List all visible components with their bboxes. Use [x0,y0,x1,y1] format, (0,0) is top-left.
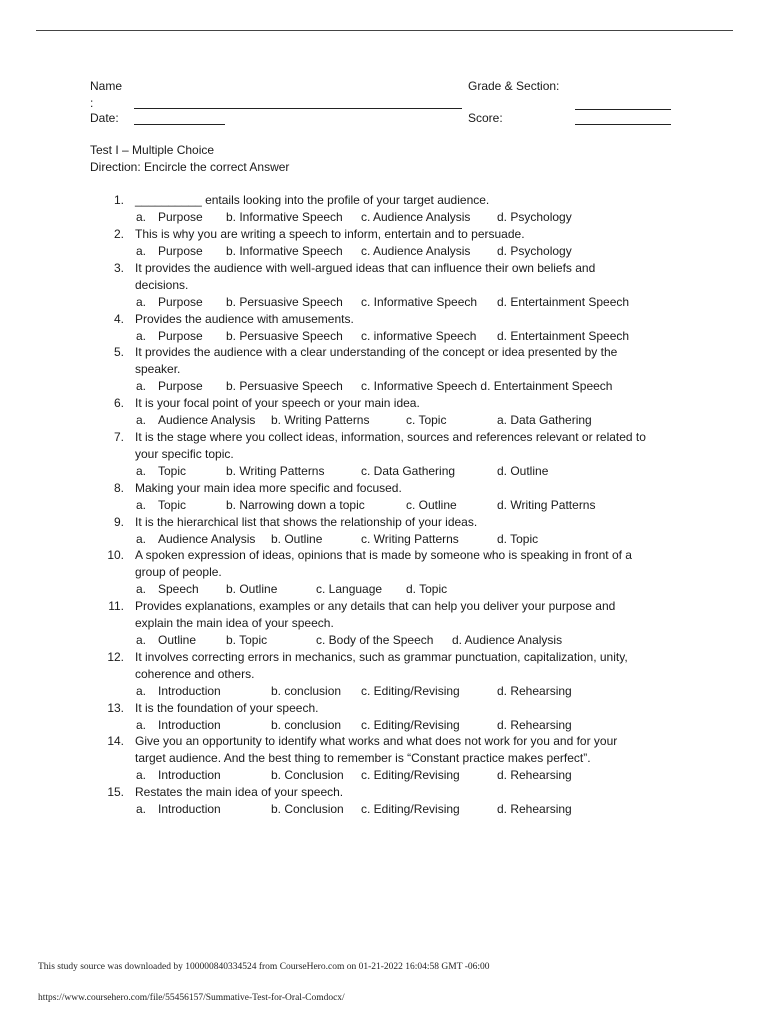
answer-option[interactable]: Introduction [158,718,221,732]
answer-option[interactable]: d. Psychology [497,210,572,224]
answer-option[interactable]: d. Entertainment Speech [497,295,630,309]
question-number: 15. [107,785,124,799]
option-letter: a. [136,684,147,698]
option-letter: a. [136,329,147,343]
answer-option[interactable]: Purpose [158,295,203,309]
option-letter: a. [136,413,147,427]
answer-option[interactable]: b. Outline [271,532,323,546]
question-text: It involves correcting errors in mechanics, such as grammar punctuation, capitalization, unity, [135,650,628,664]
question-number: 5. [113,345,124,359]
question-text: your specific topic. [135,447,234,461]
answer-option[interactable]: b. Informative Speech [226,244,343,258]
answer-option[interactable]: d. Rehearsing [497,768,572,782]
answer-option[interactable]: b. conclusion [271,684,342,698]
answer-option[interactable]: c. Editing/Revising [361,802,460,816]
name-label: Name [90,79,123,93]
question-text: group of people. [135,565,222,579]
answer-option[interactable]: Purpose [158,329,203,343]
question-text: Give you an opportunity to identify what works and what does not work for you and for your [135,734,618,748]
question-text: decisions. [135,278,189,292]
answer-option[interactable]: d. Psychology [497,244,572,258]
grade-section-label: Grade & Section: [468,79,560,93]
answer-option[interactable]: c. Audience Analysis [361,210,471,224]
option-letter: a. [136,244,147,258]
answer-option[interactable]: Purpose [158,244,203,258]
test-title: Test I – Multiple Choice [90,143,215,157]
answer-option[interactable]: Speech [158,582,199,596]
option-letter: a. [136,295,147,309]
question-text: coherence and others. [135,667,255,681]
name-colon: : [90,96,94,110]
answer-option[interactable]: Introduction [158,768,221,782]
answer-option[interactable]: b. conclusion [271,718,342,732]
option-letter: a. [136,802,147,816]
question-number: 9. [113,515,124,529]
answer-option[interactable]: b. Persuasive Speech [226,329,343,343]
answer-option[interactable]: c. Outline [406,498,457,512]
answer-option[interactable]: c. Editing/Revising [361,684,460,698]
question-number: 4. [113,312,124,326]
answer-option[interactable]: d. Rehearsing [497,684,572,698]
question-text: target audience. And the best thing to remember is “Constant practice makes perfect”. [135,751,591,765]
answer-option[interactable]: d. Rehearsing [497,718,572,732]
question-text: This is why you are writing a speech to inform, entertain and to persuade. [135,227,525,241]
answer-option[interactable]: Topic [158,464,187,478]
question-number: 6. [113,396,124,410]
question-text: Making your main idea more specific and focused. [135,481,402,495]
question-number: 14. [107,734,124,748]
answer-option[interactable]: c. Language [316,582,383,596]
answer-option[interactable]: Purpose [158,379,203,393]
answer-option[interactable]: d. Outline [497,464,549,478]
question-text: Provides the audience with amusements. [135,312,354,326]
option-letter: a. [136,718,147,732]
question-number: 10. [107,548,124,562]
question-text: __________ entails looking into the profile of your target audience. [135,193,490,207]
date-label: Date: [90,111,119,125]
answer-option[interactable]: c. Informative Speech d. Entertainment Speech [361,379,613,393]
question-text: speaker. [135,362,181,376]
option-letter: a. [136,464,147,478]
question-number: 3. [113,261,124,275]
option-letter: a. [136,768,147,782]
answer-option[interactable]: d. Rehearsing [497,802,572,816]
answer-option[interactable]: c. Editing/Revising [361,768,460,782]
question-number: 13. [107,701,124,715]
question-text: explain the main idea of your speech. [135,616,334,630]
answer-option[interactable]: d. Entertainment Speech [497,329,630,343]
answer-option[interactable]: b. Conclusion [271,802,344,816]
question-text: It provides the audience with a clear understanding of the concept or idea presented by the [135,345,618,359]
question-text: Restates the main idea of your speech. [135,785,344,799]
question-number: 1. [113,193,124,207]
option-letter: a. [136,210,147,224]
option-letter: a. [136,498,147,512]
answer-option[interactable]: b. Narrowing down a topic [226,498,365,512]
answer-option[interactable]: Topic [158,498,187,512]
answer-option[interactable]: c. Informative Speech [361,295,478,309]
question-text: It is the foundation of your speech. [135,701,319,715]
question-text: A spoken expression of ideas, opinions that is made by someone who is speaking in front of a [135,548,632,562]
answer-option[interactable]: b. Writing Patterns [271,413,370,427]
question-text: It is the stage where you collect ideas, information, sources and references relevant or related to [135,430,646,444]
answer-option[interactable]: Audience Analysis [158,413,256,427]
answer-option[interactable]: Introduction [158,684,221,698]
question-number: 8. [113,481,124,495]
question-text: It provides the audience with well-argued ideas that can influence their own beliefs and [135,261,596,275]
download-note: This study source was downloaded by 100000840334524 from CourseHero.com on 01-21-2022 16:04:58 GMT -06:00 [38,962,490,972]
option-letter: a. [136,633,147,647]
answer-option[interactable]: c. Topic [406,413,447,427]
answer-option[interactable]: b. Conclusion [271,768,344,782]
question-number: 2. [113,227,124,241]
answer-option[interactable]: c. Audience Analysis [361,244,471,258]
answer-option[interactable]: b. Outline [226,582,278,596]
answer-option[interactable]: d. Topic [497,532,539,546]
option-letter: a. [136,532,147,546]
answer-option[interactable]: c. Body of the Speech [316,633,434,647]
answer-option[interactable]: b. Writing Patterns [226,464,325,478]
answer-option[interactable]: c. Data Gathering [361,464,456,478]
question-text: It is the hierarchical list that shows the relationship of your ideas. [135,515,478,529]
score-label: Score: [468,111,503,125]
question-number: 7. [113,430,124,444]
source-url: https://www.coursehero.com/file/55456157/Summative-Test-for-Oral-Comdocx/ [38,993,345,1003]
question-text: Provides explanations, examples or any details that can help you deliver your purpose and [135,599,616,613]
answer-option[interactable]: b. Persuasive Speech [226,295,343,309]
option-letter: a. [136,379,147,393]
answer-option[interactable]: b. Persuasive Speech [226,379,343,393]
question-number: 11. [108,599,124,613]
answer-option[interactable]: a. Data Gathering [497,413,592,427]
answer-option[interactable]: b. Informative Speech [226,210,343,224]
answer-option[interactable]: d. Audience Analysis [452,633,563,647]
option-letter: a. [136,582,147,596]
question-text: It is your focal point of your speech or your main idea. [135,396,420,410]
answer-option[interactable]: c. informative Speech [361,329,477,343]
answer-option[interactable]: d. Topic [406,582,448,596]
answer-option[interactable]: d. Writing Patterns [497,498,596,512]
answer-option[interactable]: Audience Analysis [158,532,256,546]
answer-option[interactable]: b. Topic [226,633,268,647]
answer-option[interactable]: Introduction [158,802,221,816]
answer-option[interactable]: Outline [158,633,197,647]
answer-option[interactable]: c. Writing Patterns [361,532,459,546]
answer-option[interactable]: c. Editing/Revising [361,718,460,732]
answer-option[interactable]: Purpose [158,210,203,224]
question-number: 12. [107,650,124,664]
test-direction: Direction: Encircle the correct Answer [90,160,290,174]
